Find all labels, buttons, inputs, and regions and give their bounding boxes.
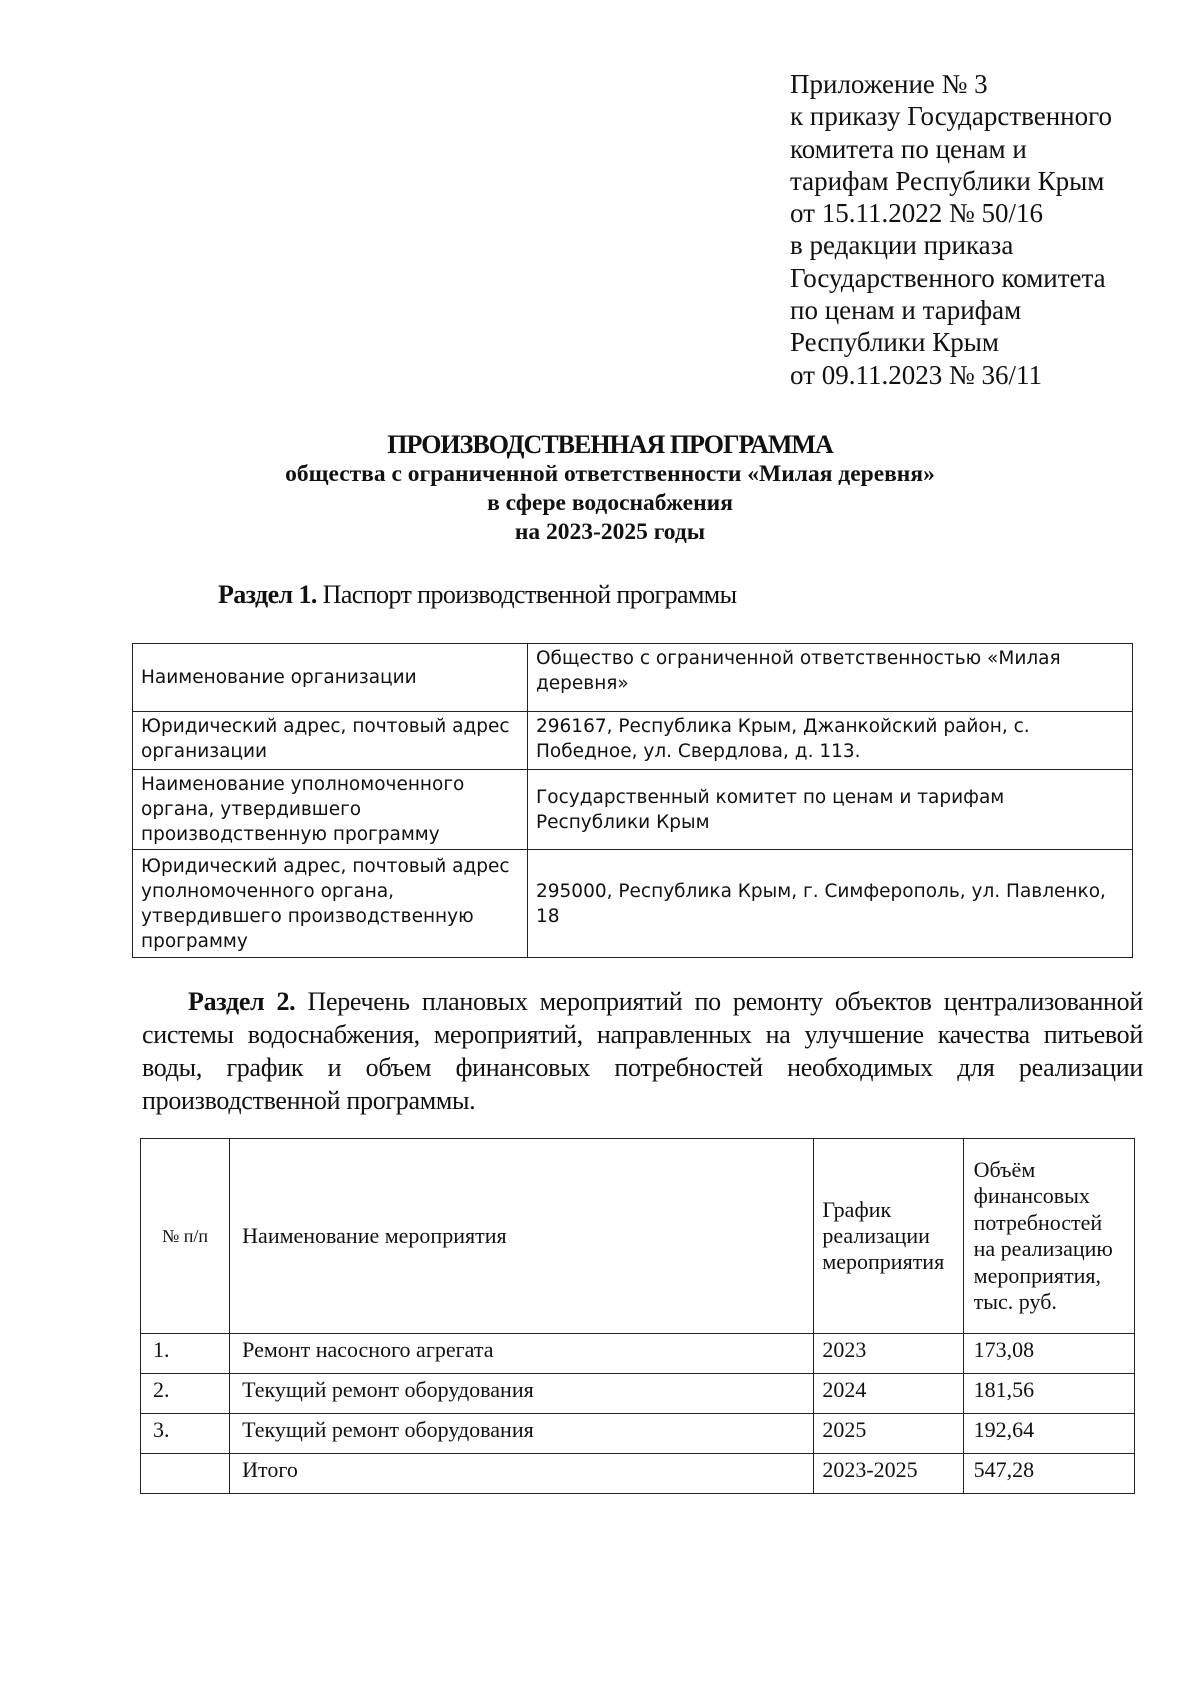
title-line-4: на 2023-2025 годы xyxy=(514,519,706,545)
row-schedule: 2023 xyxy=(814,1334,963,1374)
header-line: тарифам Республики Крым xyxy=(790,165,1105,196)
row-num xyxy=(141,1454,230,1494)
passport-table xyxy=(132,643,1133,958)
header-num: № п/п xyxy=(141,1139,230,1334)
passport-label: Юридический адрес, почтовый адрес уполномоченного органа, утвердившего производственную программу xyxy=(133,850,528,958)
table-row xyxy=(133,850,1133,958)
table-row xyxy=(141,1334,1135,1374)
header-line: от 09.11.2023 № 36/11 xyxy=(790,359,1042,390)
row-schedule: 2025 xyxy=(814,1414,963,1454)
table-row xyxy=(141,1374,1135,1414)
row-schedule: 2023-2025 xyxy=(814,1454,963,1494)
document-title xyxy=(60,430,1160,547)
passport-value: Государственный комитет по ценам и тарифам Республики Крым xyxy=(528,770,1133,850)
header-line: от 15.11.2022 № 50/16 xyxy=(790,198,1043,229)
passport-value: Общество с ограниченной ответственностью «Милая деревня» xyxy=(528,644,1133,712)
header-line: комитета по ценам и xyxy=(790,133,1027,164)
header-line: к приказу Государственного xyxy=(790,101,1113,132)
table-row xyxy=(133,712,1133,770)
table-header-row xyxy=(141,1139,1135,1334)
header-line: Приложение № 3 xyxy=(790,69,988,99)
row-schedule: 2024 xyxy=(814,1374,963,1414)
row-cost: 547,28 xyxy=(963,1454,1134,1494)
row-num: 2. xyxy=(141,1374,230,1414)
header-name: Наименование мероприятия xyxy=(230,1139,814,1334)
title-line-1: ПРОИЗВОДСТВЕННАЯ ПРОГРАММА xyxy=(387,430,833,459)
header-line: Республики Крым xyxy=(790,327,999,358)
header-schedule: График реализации мероприятия xyxy=(814,1139,963,1334)
passport-value: 295000, Республика Крым, г. Симферополь, ул. Павленко, 18 xyxy=(528,850,1133,958)
row-cost: 173,08 xyxy=(963,1334,1134,1374)
appendix-header xyxy=(790,68,1170,391)
row-name: Текущий ремонт оборудования xyxy=(230,1414,814,1454)
row-num: 3. xyxy=(141,1414,230,1454)
table-row xyxy=(133,770,1133,850)
section-1-heading xyxy=(218,580,737,610)
section-1-title: Паспорт производственной программы xyxy=(316,580,737,609)
table-row xyxy=(141,1414,1135,1454)
title-line-2: общества с ограниченной ответственности «Милая деревня» xyxy=(285,461,935,487)
row-name: Итого xyxy=(230,1454,814,1494)
row-num: 1. xyxy=(141,1334,230,1374)
passport-label: Наименование организации xyxy=(133,644,528,712)
header-cost: Объём финансовых потребностей на реализацию мероприятия, тыс. руб. xyxy=(963,1139,1134,1334)
header-line: Государственного комитета xyxy=(790,262,1106,293)
section-1-label: Раздел 1. xyxy=(218,580,317,609)
row-name: Текущий ремонт оборудования xyxy=(230,1374,814,1414)
table-row-total xyxy=(141,1454,1135,1494)
header-line: по ценам и тарифам xyxy=(790,295,1022,326)
passport-label: Наименование уполномоченного органа, утвердившего производственную программу xyxy=(133,770,528,850)
header-line: в редакции приказа xyxy=(790,230,1014,261)
plan-table xyxy=(140,1138,1135,1494)
section-2-label: Раздел 2. xyxy=(188,987,296,1016)
section-2-paragraph xyxy=(142,985,1143,1117)
table-row xyxy=(133,644,1133,712)
passport-value: 296167, Республика Крым, Джанкойский район, с. Победное, ул. Свердлова, д. 113. xyxy=(528,712,1133,770)
row-cost: 192,64 xyxy=(963,1414,1134,1454)
row-cost: 181,56 xyxy=(963,1374,1134,1414)
row-name: Ремонт насосного агрегата xyxy=(230,1334,814,1374)
passport-label: Юридический адрес, почтовый адрес организации xyxy=(133,712,528,770)
title-line-3: в сфере водоснабжения xyxy=(487,490,733,516)
section-2-text: Перечень плановых мероприятий по ремонту объектов централизованной системы водоснабжения, мероприятий, направленных на улучшение качества питьевой воды, график и объем финансовых потребностей необходимых для реализации производственной программы. xyxy=(142,987,1143,1115)
